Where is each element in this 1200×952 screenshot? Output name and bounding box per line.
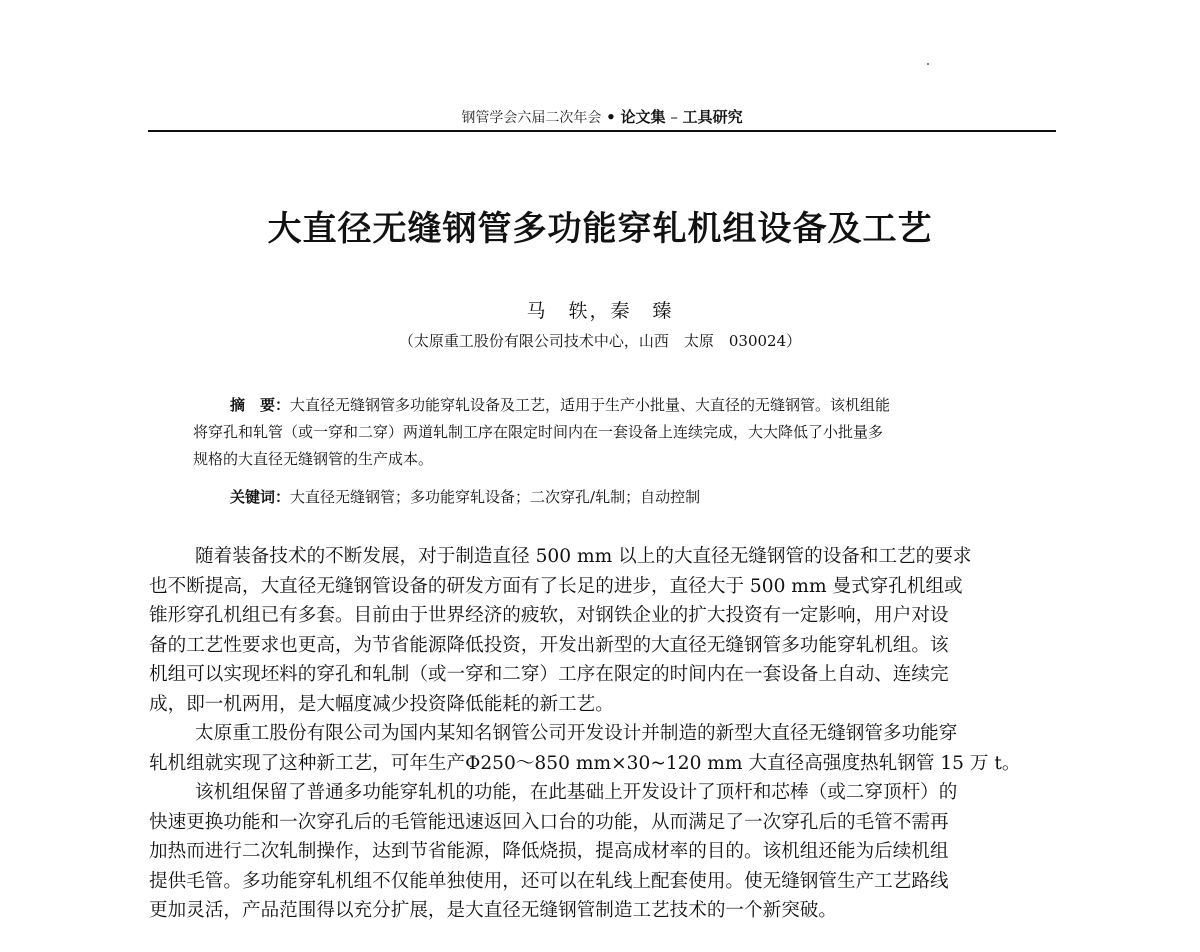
scan-speck <box>927 63 929 65</box>
body-line: 快速更换功能和一次穿孔后的毛管能迅速返回入口台的功能，从而满足了一次穿孔后的毛管不需再 <box>149 811 949 833</box>
abstract-line <box>193 392 1023 419</box>
body-line: 太原重工股份有限公司为国内某知名钢管公司开发设计并制造的新型大直径无缝钢管多功能穿 <box>195 723 958 744</box>
body-line: 机组可以实现坯料的穿孔和轧制（或一穿和二穿）工序在限定的时间内在一套设备上自动、连续完 <box>149 664 949 685</box>
body-line: 该机组保留了普通多功能穿轧机的功能，在此基础上开发设计了顶杆和芯棒（或二穿顶杆）的 <box>195 782 958 803</box>
section-name: 工具研究 <box>682 108 743 126</box>
keywords-label: 关键词： <box>230 488 291 506</box>
body-text <box>149 542 1059 926</box>
collection-name: 论文集 <box>620 108 666 126</box>
body-line: 成，即一机两用，是大幅度减少投资降低能耗的新工艺。 <box>149 693 614 715</box>
abstract-text: 大直径无缝钢管多功能穿轧设备及工艺，适用于生产小批量、大直径的无缝钢管。该机组能 <box>290 396 891 414</box>
body-line: 提供毛管。多功能穿轧机组不仅能单独使用，还可以在轧线上配套使用。使无缝钢管生产工艺路线 <box>149 870 949 892</box>
abstract <box>193 392 1023 473</box>
affiliation: （太原重工股份有限公司技术中心，山西 太原 030024） <box>398 332 802 350</box>
body-line: 也不断提高，大直径无缝钢管设备的研发方面有了长足的进步，直径大于 500 mm 曼式穿孔机组或 <box>149 575 963 597</box>
author-list: 马 轶，秦 臻 <box>526 300 674 322</box>
header-rule <box>148 130 1056 132</box>
body-line: 备的工艺性要求也更高，为节省能源降低投资，开发出新型的大直径无缝钢管多功能穿轧机组。该 <box>149 634 949 656</box>
keywords-text: 大直径无缝钢管；多功能穿轧设备；二次穿孔/轧制；自动控制 <box>290 488 701 506</box>
publication-name: 钢管学会六届二次年会 <box>461 110 602 126</box>
body-line: 加热而进行二次轧制操作，达到节省能源，降低烧损，提高成材率的目的。该机组还能为后续机组 <box>149 841 949 862</box>
body-line: 锥形穿孔机组已有多套。目前由于世界经济的疲软，对钢铁企业的扩大投资有一定影响，用户对设 <box>149 605 949 626</box>
header-separator-dot: • <box>606 108 616 126</box>
abstract-label: 摘 要： <box>230 396 291 414</box>
body-line: 随着装备技术的不断发展，对于制造直径 500 mm 以上的大直径无缝钢管的设备和工艺的要求 <box>195 546 972 567</box>
paper-title: 大直径无缝钢管多功能穿轧机组设备及工艺 <box>267 209 933 249</box>
body-line: 轧机组就实现了这种新工艺，可年生产Φ250～850 mm×30~120 mm 大直径高强度热轧钢管 15 万 t。 <box>149 752 1021 774</box>
abstract-line: 将穿孔和轧管（或一穿和二穿）两道轧制工序在限定时间内在一套设备上连续完成，大大降低了小批量多 <box>193 423 884 441</box>
abstract-line: 规格的大直径无缝钢管的生产成本。 <box>193 450 434 468</box>
header-dash: – <box>670 108 678 126</box>
keywords <box>230 484 700 510</box>
body-line: 更加灵活，产品范围得以充分扩展，是大直径无缝钢管制造工艺技术的一个新突破。 <box>149 900 837 921</box>
running-header <box>148 106 1056 129</box>
